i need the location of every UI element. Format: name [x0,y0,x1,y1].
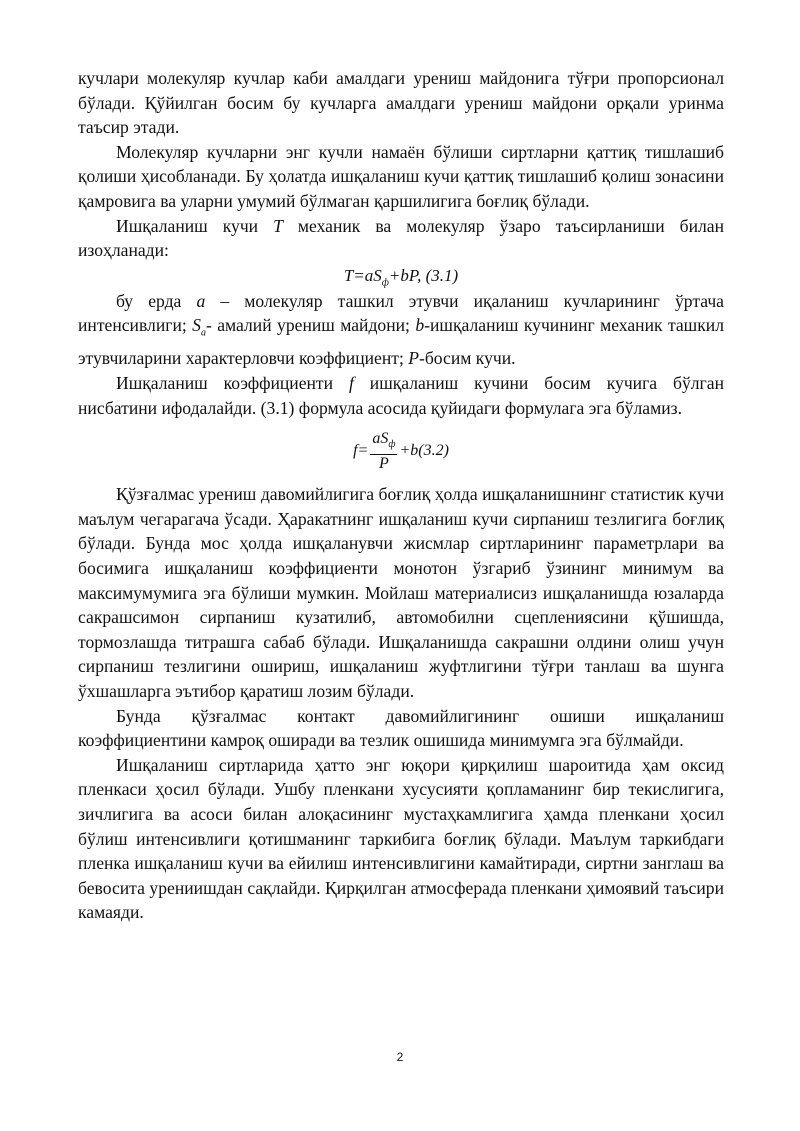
paragraph: Ишқаланиш сиртларида ҳатто энг юқори қирқилиш шароитида ҳам оксид пленкаси ҳосил бўлади. Ушбу пленкани хусусияти қопламанинг бир текислигига, зичлигига ва асоси билан алоқасининг мустаҳкамлигига ҳамда пленкани ҳосил бўлиш интенсивлиги қотишманинг таркибига боғлиқ бўлади. Маълум таркибдаги пленка ишқаланиш кучи ва ейилиш интенсивлигини камайтиради, сиртни занглаш ва бевосита урениишдан сақлайди. Қирқилган атмосферада пленкани ҳимоявий таъсири камаяди. [78,754,724,923]
formula-var: bP [400,265,418,285]
formula-label: , (3.1) [417,265,459,285]
document-body [78,66,724,925]
formula-var: S [380,429,389,447]
formula-subscript: ф [381,277,389,289]
formula-var: S [373,265,382,285]
paragraph: Бунда қўзғалмас контакт давомийлигининг ошиши ишқаланиш коэффициентини камроқ оширади ва тезлик ошишида минимумга эга бўлмайди. [78,705,724,751]
formula-var: b [410,441,419,459]
variable-a: a [196,290,206,311]
variable-S: S [192,315,201,336]
page-number: 2 [396,1050,404,1064]
text-run: -босим кучи. [418,348,516,369]
formula-eq: = [357,441,369,459]
variable-b: b [415,315,425,336]
formula-lhs: f [353,441,358,459]
paragraph [78,214,724,263]
text-run: механик ва молекуляр ўзаро таъсирланиши билан изоҳланади: [78,215,724,261]
text-run: бу ерда [116,290,197,311]
formula-op: + [399,441,411,459]
text-run: -ишқаланиш кучининг механик ташкил этувчиларини характерловчи коэффициент; [78,315,724,369]
formula-eq: = [353,265,365,285]
paragraph: кучлари молекуляр кучлар каби амалдаги урениш майдонига тўғри пропорсионал бўлади. Қўйилган босим бу кучларга амалдаги урениш майдони орқали уринма таъсир этади. [78,68,724,138]
formula-label: (3.2) [418,441,449,459]
fraction-numerator [370,430,397,455]
text-run: Ишқаланиш коэффициенти [116,373,349,394]
text-run: - амалий урениш майдони; [205,315,416,336]
variable-subscript: a [200,327,206,339]
text-run: Ишқаланиш кучи [116,215,274,236]
paragraph [78,289,724,371]
formula-lhs: T [343,265,354,285]
paragraph: Қўзғалмас урениш давомийлигига боғлиқ ҳолда ишқаланишнинг статистик кучи маълум чегарагача ўсади. Ҳаракатнинг ишқаланиш кучи сирпаниш тезлигига боғлиқ бўлади. Бунда мос ҳолда ишқаланувчи жисмлар сиртларининг параметрлари ва босимига ишқаланиш коэффициенти монотон ўзгариб ўзининг минимум ва максимумумига эга бўлиши мумкин. Мойлаш материалисиз ишқаланишда юзаларда сакрашсимон сирпаниш кузатилиб, автомобилни сцеплениясини қўшишда, тормозлашда титрашга сабаб бўлади. Ишқаланишда сакрашни олдини олиш учун сирпаниш тезлигини ошириш, ишқаланиш жуфтлигини тўғри танлаш ва шунга ўхшашларга эътибор қаратиш лозим бўлади. [78,484,724,701]
paragraph: Молекуляр кучларни энг кучли намаён бўлиши сиртларни қаттиқ тишлашиб қолиши ҳисобланади. Бу ҳолатда ишқаланиш кучи қаттиқ тишлашиб қолиш зонасини қамровига ва уларни умумий бўлмаган қаршилигига боғлиқ бўлади. [78,141,724,211]
paragraph [78,371,724,420]
formula-3-1 [78,263,724,289]
variable-P: P [408,348,419,369]
formula-op: + [388,265,401,285]
formula-var: a [364,265,374,285]
variable-f: f [348,373,354,394]
fraction-denominator: P [379,454,389,472]
text-run: ишқаланиш кучини босим кучига бўлган нисбатини ифодалайди. (3.1) формула асосида қуйидаги формулага эга бўламиз. [78,373,724,418]
formula-fraction [370,430,397,473]
variable-T: T [273,215,283,236]
formula-subscript: ф [388,438,396,450]
text-run: – молекуляр ташкил этувчи иқаланиш кучларининг ўртача интенсивлиги; [78,290,724,336]
formula-3-2 [78,420,724,482]
formula-var: a [372,429,381,447]
